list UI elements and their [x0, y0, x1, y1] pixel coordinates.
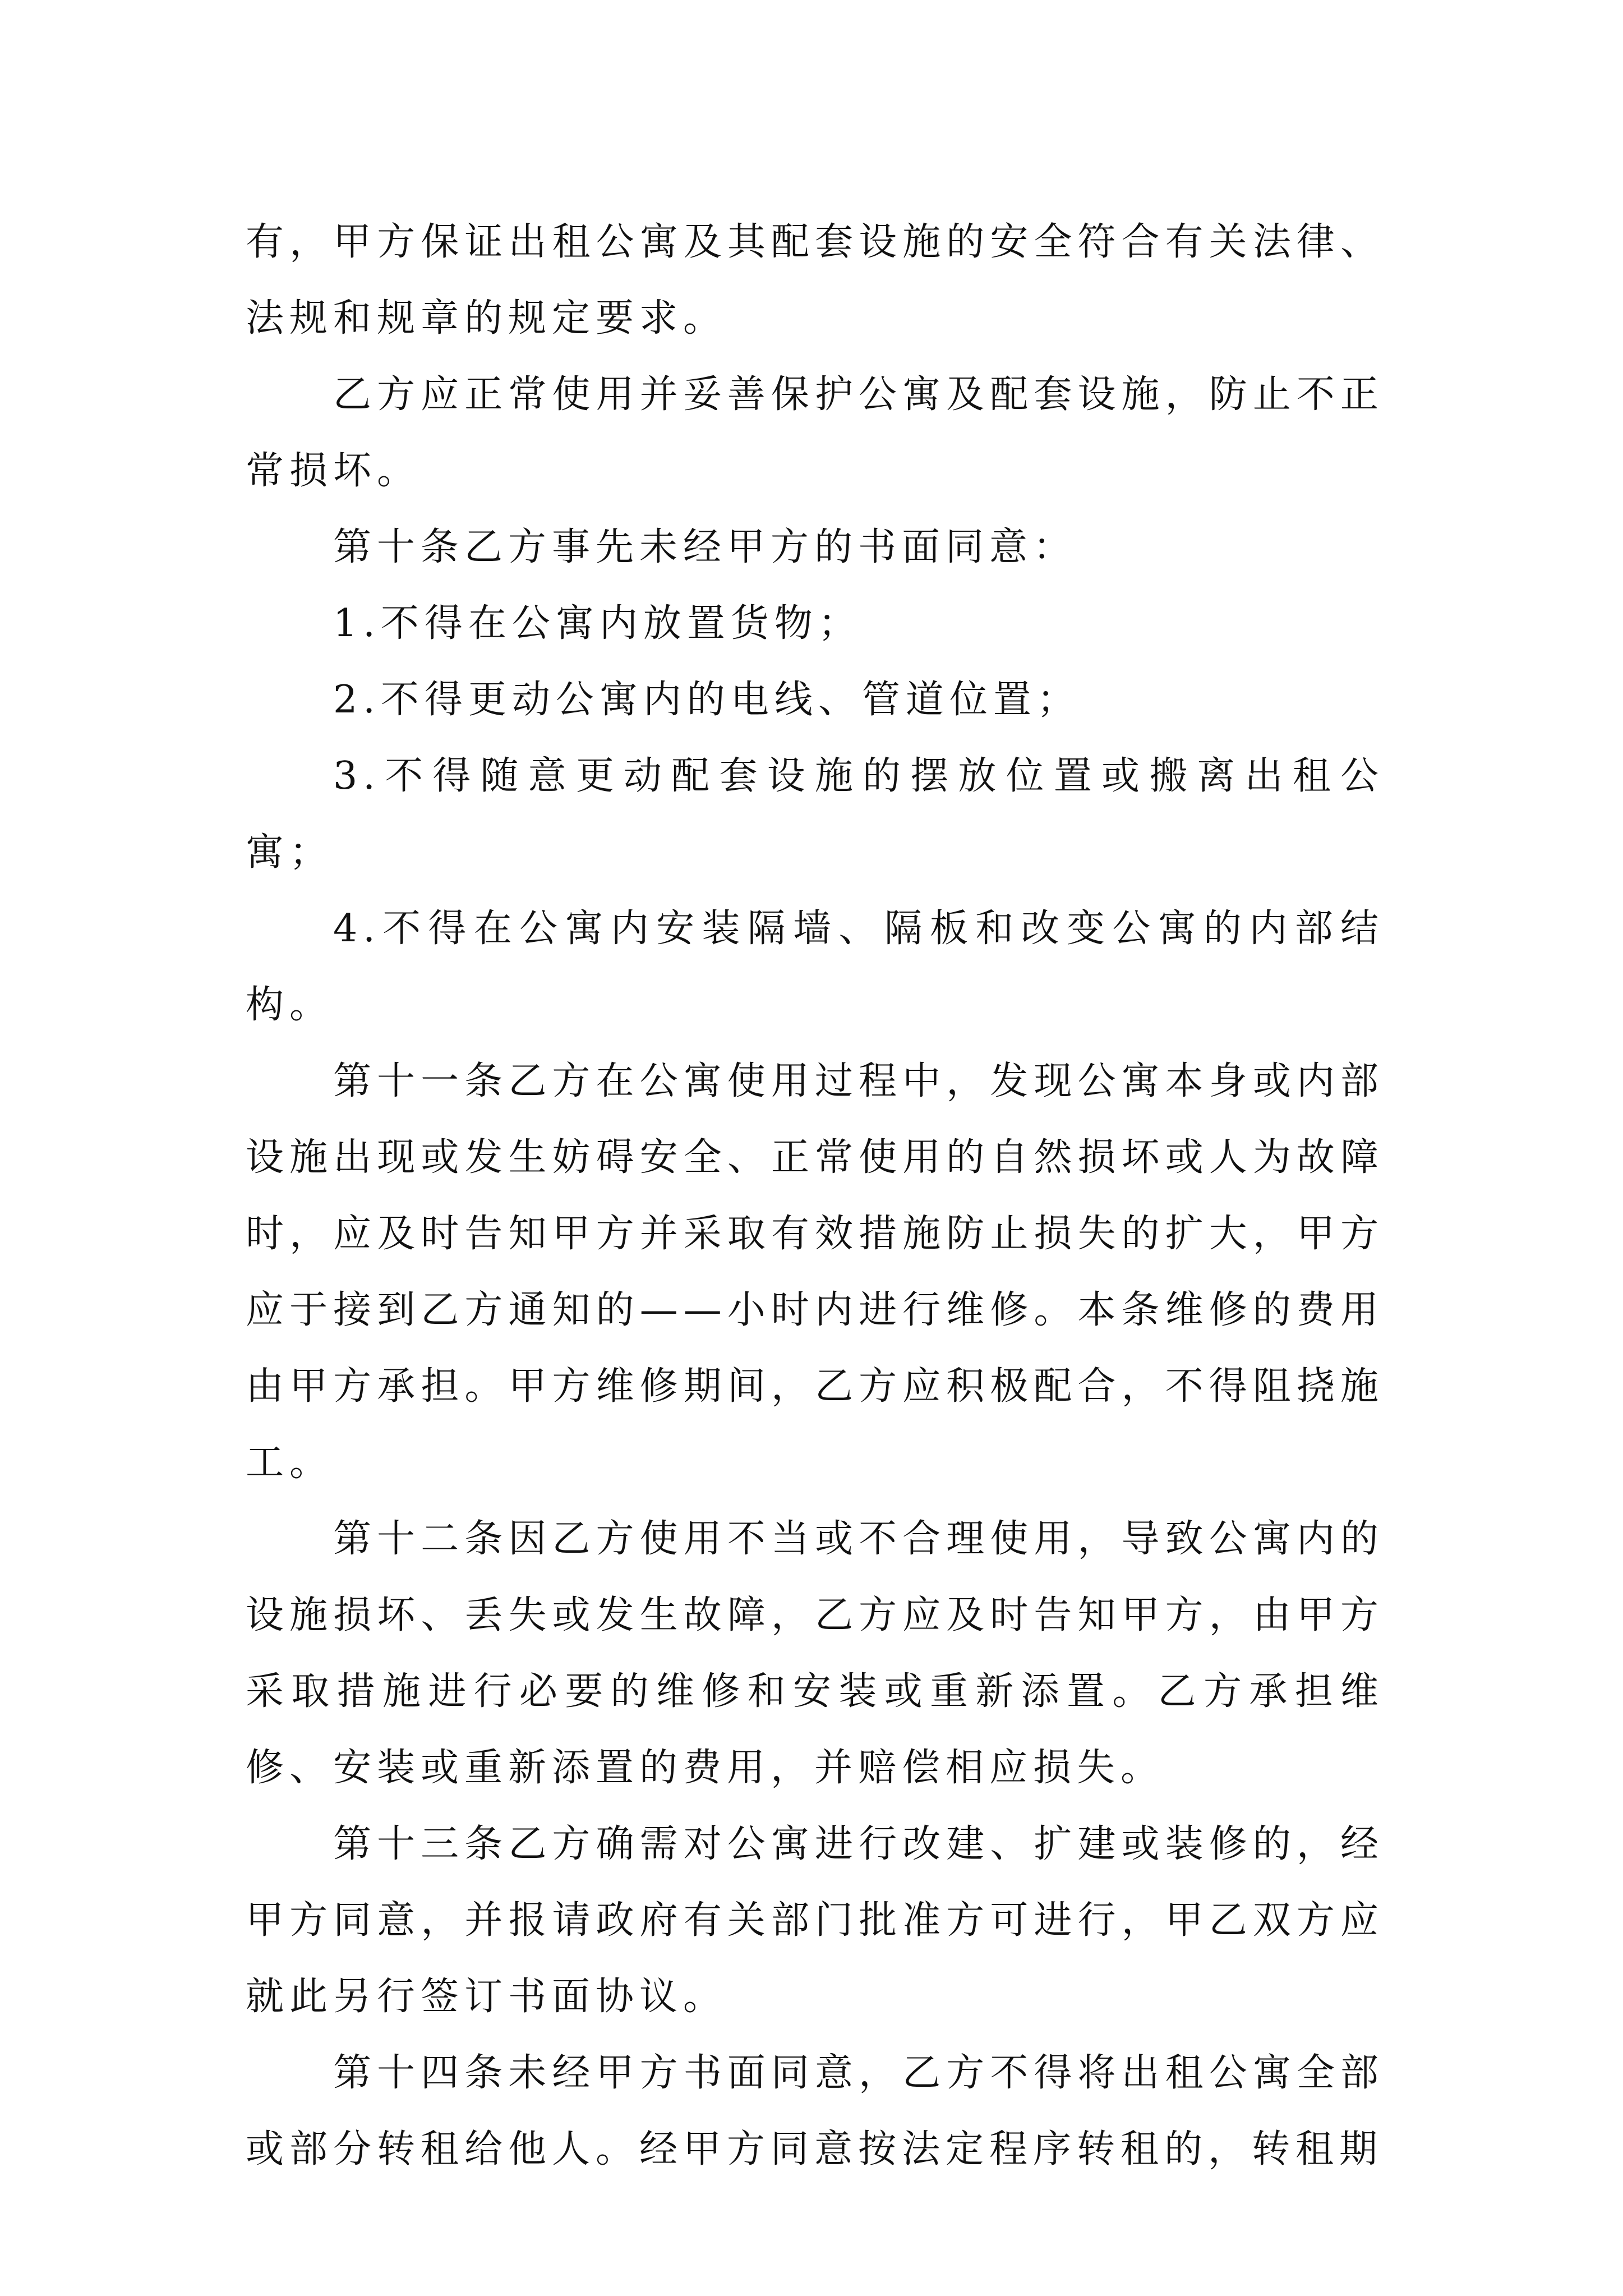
article-10-item-2: 2.不得更动公寓内的电线、管道位置；: [333, 678, 1081, 722]
article-10-heading: 第十条乙方事先未经甲方的书面同意：: [333, 525, 1077, 569]
article-10-item-4: 4.不得在公寓内安装隔墙、隔板和改变公寓的内部结构。: [246, 907, 1384, 1027]
article-13: 第十三条乙方确需对公寓进行改建、扩建或装修的，经甲方同意，并报请政府有关部门批准方可进行，甲乙双方应就此另行签订书面协议。: [246, 1822, 1384, 2019]
article-10-item-3: 3.不得随意更动配套设施的摆放位置或搬离出租公寓；: [246, 754, 1384, 875]
document-body: [246, 204, 1384, 2188]
article-12: 第十二条因乙方使用不当或不合理使用，导致公寓内的设施损坏、丢失或发生故障，乙方应及时告知甲方，由甲方采取措施进行必要的维修和安装或重新添置。乙方承担维修、安装或重新添置的费用，并赔偿相应损失。: [246, 1517, 1384, 1790]
article-14: 第十四条未经甲方书面同意，乙方不得将出租公寓全部或部分转租给他人。经甲方同意按法定程序转租的，转租期: [246, 2051, 1384, 2171]
article-10-item-1: 1.不得在公寓内放置货物；: [333, 601, 862, 646]
article-11: 第十一条乙方在公寓使用过程中，发现公寓本身或内部设施出现或发生妨碍安全、正常使用的自然损坏或人为故障时，应及时告知甲方并采取有效措施防止损失的扩大，甲方应于接到乙方通知的——小时内进行维修。本条维修的费用由甲方承担。甲方维修期间，乙方应积极配合，不得阻挠施工。: [246, 1059, 1384, 1485]
paragraph-2: 乙方应正常使用并妥善保护公寓及配套设施，防止不正常损坏。: [246, 372, 1384, 493]
paragraph-1: 有，甲方保证出租公寓及其配套设施的安全符合有关法律、法规和规章的规定要求。: [246, 220, 1384, 341]
